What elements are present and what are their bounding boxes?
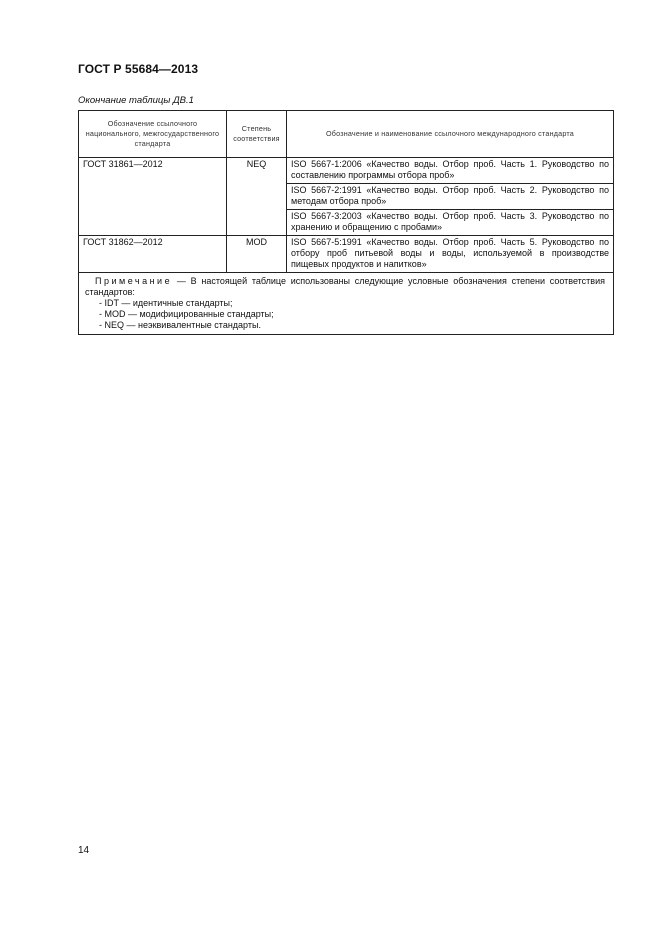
note-text: — В настоящей таблице использованы следующие условные обозначения степени соответствия стандартов: <box>85 276 605 297</box>
reference-standards-table <box>78 110 614 335</box>
national-standard-cell: ГОСТ 31861—2012 <box>79 158 227 236</box>
degree-cell: MOD <box>227 236 287 273</box>
table-row <box>79 158 614 184</box>
table-note <box>79 273 614 335</box>
international-standard-cell: ISO 5667-5:1991 «Качество воды. Отбор проб. Часть 5. Руководство по отбору проб питьевой воды и воды, используемой в производстве пищевых продуктов и напитков» <box>287 236 614 273</box>
document-header: ГОСТ Р 55684—2013 <box>78 62 199 76</box>
international-standard-cell: ISO 5667-2:1991 «Качество воды. Отбор проб. Часть 2. Руководство по методам отбора проб» <box>287 184 614 210</box>
international-standard-cell: ISO 5667-1:2006 «Качество воды. Отбор проб. Часть 1. Руководство по составлению программы отбора проб» <box>287 158 614 184</box>
international-standard-cell: ISO 5667-3:2003 «Качество воды. Отбор проб. Часть 3. Руководство по хранению и обращению с пробами» <box>287 210 614 236</box>
degree-cell: NEQ <box>227 158 287 236</box>
table-row <box>79 236 614 273</box>
table-caption: Окончание таблицы ДВ.1 <box>78 95 194 106</box>
note-intro <box>85 276 605 298</box>
note-item: - MOD — модифицированные стандарты; <box>99 309 274 319</box>
note-item: - NEQ — неэквивалентные стандарты. <box>99 320 261 330</box>
page-number: 14 <box>78 845 90 856</box>
note-label: Примечание <box>95 276 173 286</box>
table-note-row <box>79 273 614 335</box>
note-item: - IDT — идентичные стандарты; <box>99 298 233 308</box>
column-header-national: Обозначение ссылочного национального, межгосударственного стандарта <box>79 111 227 158</box>
column-header-international: Обозначение и наименование ссылочного международного стандарта <box>287 111 614 158</box>
table-header-row <box>79 111 614 158</box>
national-standard-cell: ГОСТ 31862—2012 <box>79 236 227 273</box>
column-header-degree: Степень соответствия <box>227 111 287 158</box>
